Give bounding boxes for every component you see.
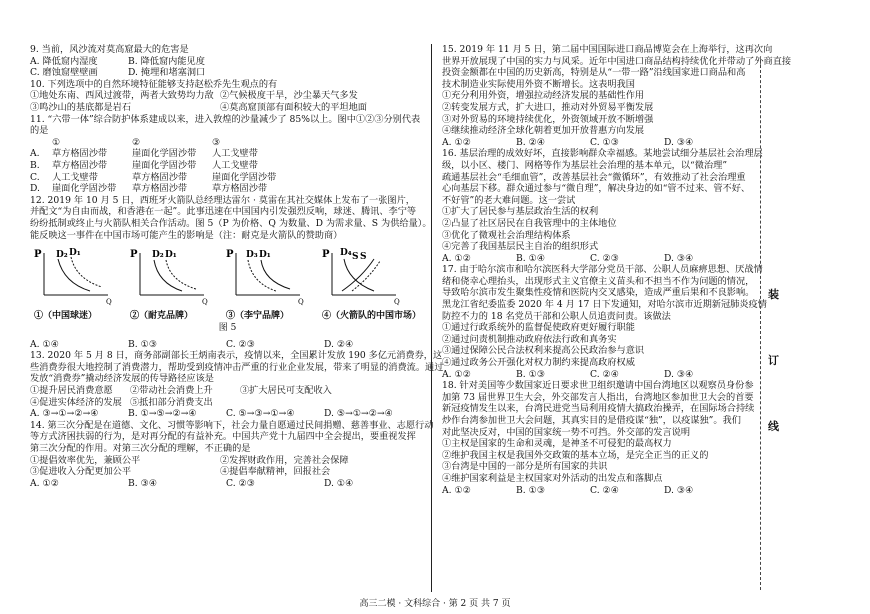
q14-options bbox=[30, 478, 425, 490]
q15-item-2: ②转变发展方式，扩大进口，推动对外贸易平衡发展 bbox=[442, 101, 654, 113]
q14-item-2: ②发挥财政作用，完善社会保障 bbox=[220, 454, 349, 466]
q17-stem-1: 17. 由于哈尔滨市和哈尔滨医科大学部分党员干部、公职人员麻痹思想、厌战情 bbox=[442, 264, 763, 276]
q11-cell: 草方格固沙带 bbox=[132, 171, 188, 183]
q15-stem-2: 世界开放展现了中国的实力与风采。近年中国进口商品结构持续优化并带动了外商直接 bbox=[442, 55, 792, 67]
figure-3 bbox=[226, 247, 316, 319]
q11-cell: B. bbox=[30, 159, 40, 171]
figure-4 bbox=[322, 247, 432, 319]
q11-row-a bbox=[30, 148, 425, 160]
q15-item-4: ④继续推动经济全球化朝着更加开放普惠方向发展 bbox=[442, 125, 645, 137]
q18-stem-2: 加第 73 届世界卫生大会，外交部发言人指出，台湾地区参加世卫大会的首要 bbox=[442, 391, 754, 403]
axis-p-label: P bbox=[322, 249, 330, 261]
q14-stem-1: 14. 第三次分配是在道德、文化、习惯等影响下，社会力量自愿通过民间捐赠、慈善事业、志愿行动 bbox=[30, 419, 434, 431]
figure-1 bbox=[34, 247, 124, 319]
q16-option-d: D. ③④ bbox=[664, 252, 694, 264]
q12-stem-1: 12. 2019 年 10 月 5 日，西班牙火箭队总经理达雷尔 · 莫雷在其社交媒体上发布了一张图片， bbox=[30, 194, 415, 206]
figure-2-caption: ②（耐克品牌） bbox=[130, 310, 194, 321]
q18-option-c: C. ②④ bbox=[590, 484, 620, 496]
q11-cell: A. bbox=[30, 148, 40, 160]
q10-item-1: ①地处东南、西风过渡带，两者大致势均力敌 bbox=[30, 90, 214, 102]
q11-header bbox=[30, 137, 425, 149]
q17-stem-4: 黑龙江省纪委监委 2020 年 4 月 17 日下发通知，对哈尔滨市近期新冠肺炎疫情 bbox=[442, 299, 767, 311]
q15-stem-1: 15. 2019 年 11 月 5 日，第二届中国国际进口商品博览会在上海举行，这再次向 bbox=[442, 44, 773, 55]
q15-option-c: C. ①③ bbox=[590, 136, 620, 148]
q11-header-blank bbox=[30, 137, 52, 149]
q11-cell: D. bbox=[30, 183, 40, 195]
q11-cell: 人工戈壁带 bbox=[52, 171, 98, 183]
q16-stem-5: 不好管”的老大难问题。这一尝试 bbox=[442, 194, 576, 206]
q16-stem-2: 级，以小区、楼门、网格等作为基层社会治理的基本单元，以“微治理” bbox=[442, 159, 728, 171]
q18-item-3: ③台湾是中国的一部分是所有国家的共识 bbox=[442, 461, 608, 473]
q17-item-2: ②通过问责机制推动政府依法行政和真务实 bbox=[442, 333, 617, 345]
q15-item-3: ③对外贸易的环境持续优化，外资领域开放不断增强 bbox=[442, 113, 654, 125]
svg-text:D₁: D₁ bbox=[165, 250, 177, 261]
q9-options bbox=[30, 56, 425, 68]
svg-text:D₂: D₂ bbox=[152, 250, 164, 261]
q14-option-c: C. ②③ bbox=[226, 477, 256, 489]
q9-options-2 bbox=[30, 67, 425, 79]
q17-item-3: ③通过保障公民合法权利来提高公民政治参与意识 bbox=[442, 345, 645, 357]
q12-stem-2: 并配文“为自由而战，和香港在一起”。此事迅速在中国国内引发强烈反响，球迷、腾讯、李宁等 bbox=[30, 206, 417, 218]
q18-item-2: ②维护我国主权是我国外交政策的基本立场，是完全正当的正义的 bbox=[442, 449, 709, 461]
q18-item-4: ④维护国家利益是主权国家对外活动的出发点和落脚点 bbox=[442, 472, 663, 484]
q11-cell: 草方格固沙带 bbox=[212, 183, 268, 195]
q16-option-b: B. ①④ bbox=[516, 252, 546, 264]
q15-option-b: B. ②④ bbox=[516, 136, 546, 148]
q9-option-d: D. 掩埋和堵塞洞口 bbox=[128, 67, 206, 79]
q10-items-1 bbox=[30, 90, 425, 102]
figure-4-graph bbox=[322, 247, 412, 305]
figure-3-graph bbox=[226, 247, 316, 305]
q17-option-d: D. ③④ bbox=[664, 368, 694, 380]
q18-stem-4: 炒作台湾参加世卫大会问题，其真实目的是借疫谋“独”，以疫谋独”。我们 bbox=[442, 415, 741, 426]
q16-stem-1: 16. 基层治理的成效好坏，直接影响群众幸福感。某地尝试细分基层社会治理层 bbox=[442, 148, 763, 160]
figure-3-caption: ③（李宁品牌） bbox=[226, 310, 290, 321]
q16-item-3: ③优化了微观社会治理结构体系 bbox=[442, 229, 571, 241]
q16-options bbox=[442, 253, 752, 265]
q14-option-b: B. ③④ bbox=[128, 477, 158, 489]
q11-cell: 崖面化学固沙带 bbox=[132, 148, 197, 160]
q11-cell: 崖面化学固沙带 bbox=[132, 159, 197, 171]
q16-stem-3: 疏通基层社会“毛细血管”，改善基层社会“微循环”，有效推动了社会治理重 bbox=[442, 171, 746, 183]
binding-label-ding: 订 bbox=[768, 354, 779, 367]
q15-option-a: A. ①② bbox=[442, 136, 471, 148]
figure-4-caption: ④（火箭队的中国市场） bbox=[322, 310, 422, 321]
q11-cell: 人工戈壁带 bbox=[212, 148, 258, 160]
q18-options bbox=[442, 485, 752, 497]
q14-option-a: A. ①② bbox=[30, 477, 59, 489]
q10-item-3: ③鸣沙山的基底都是岩石 bbox=[30, 101, 132, 113]
q15-item-1: ①充分利用外资，增强拉动经济发展的基础性作用 bbox=[442, 90, 645, 102]
q14-stem-2: 等方式济困扶弱的行为，是对再分配的有益补充。中国共产党十九届四中全会提出，要重视发挥 bbox=[30, 431, 416, 443]
axis-p-label: P bbox=[34, 249, 42, 261]
q16-item-4: ④完善了我国基层民主自治的组织形式 bbox=[442, 241, 599, 253]
q17-stem-5: 防控不力的 18 名党员干部和公职人员追责问责。该做法 bbox=[442, 310, 671, 322]
svg-text:D₄: D₄ bbox=[340, 248, 352, 259]
q11-cell: 草方格固沙带 bbox=[52, 159, 108, 171]
q10-item-4: ④莫高窟顶部有面积较大的平坦地面 bbox=[220, 101, 367, 113]
q13-item-5: ⑤抵扣部分消费支出 bbox=[130, 396, 213, 408]
q17-option-b: B. ①③ bbox=[516, 368, 546, 380]
figure-1-caption: ①（中国球迷） bbox=[34, 310, 98, 321]
axis-p-label: P bbox=[130, 249, 138, 261]
q14-items-2 bbox=[30, 466, 425, 478]
q18-stem-5: 对此坚决反对，中国的国家统一势不可挡。外交部的发言说明 bbox=[442, 426, 691, 438]
q11-row-c bbox=[30, 172, 425, 184]
figure-2-graph bbox=[130, 247, 220, 305]
svg-text:D₁: D₁ bbox=[259, 250, 271, 261]
column-divider bbox=[431, 44, 432, 592]
q11-row-d bbox=[30, 183, 425, 195]
q11-cell: 草方格固沙带 bbox=[132, 183, 188, 195]
figure-2 bbox=[130, 247, 220, 319]
axis-q-label: Q bbox=[298, 298, 304, 307]
q11-cell: 崖面化学固沙带 bbox=[52, 183, 117, 195]
q12-option-a: A. ①④ bbox=[30, 338, 59, 350]
q17-option-a: A. ①② bbox=[442, 368, 471, 380]
axis-q-label: Q bbox=[202, 298, 208, 307]
q17-stem-2: 绪和侥幸心理抬头，出现形式主义官僚主义苗头和不担当不作为问题的情况， bbox=[442, 275, 755, 287]
svg-text:S: S bbox=[352, 252, 359, 263]
q18-option-b: B. ①③ bbox=[516, 484, 546, 496]
q17-options bbox=[442, 369, 752, 381]
axis-q-label: Q bbox=[394, 298, 400, 307]
left-column bbox=[30, 0, 444, 489]
page-footer: 高三二模 · 文科综合 · 第 2 页 共 7 页 bbox=[359, 599, 511, 609]
q13-item-3: ③扩大居民可支配收入 bbox=[240, 385, 332, 397]
q13-options bbox=[30, 408, 425, 420]
q9-stem: 9. 当前，风沙流对莫高窟最大的危害是 bbox=[30, 44, 189, 55]
q13-option-b: B. ①→⑤→②→④ bbox=[128, 408, 197, 420]
q13-stem-1: 13. 2020 年 5 月 8 日，商务部副部长王炳南表示，疫情以来，全国累计发放 190 多亿元消费券，这 bbox=[30, 350, 443, 362]
q16-stem-4: 心向基层下移。群众通过参与“微自理”，解决身边的如“管不过来、管不好、 bbox=[442, 183, 751, 195]
q13-option-d: D. ⑤→①→②→④ bbox=[324, 408, 393, 420]
q18-option-a: A. ①② bbox=[442, 484, 471, 496]
binding-dashed-line bbox=[760, 60, 761, 590]
q14-option-d: D. ①④ bbox=[324, 477, 354, 489]
q12-option-d: D. ②④ bbox=[324, 338, 354, 350]
q12-stem-4: 能反映这一事件在中国市场可能产生的影响是（注：耐克是火箭队的赞助商） bbox=[30, 229, 343, 241]
q14-item-4: ④提倡奉献精神，回报社会 bbox=[220, 466, 331, 478]
q13-option-a: A. ③→①→②→④ bbox=[30, 408, 99, 420]
q16-option-c: C. ②③ bbox=[590, 252, 620, 264]
q13-stem-3: 发放“消费券”撬动经济发展的传导路径应该是 bbox=[30, 373, 214, 385]
q14-item-1: ①提倡效率优先，兼顾公平 bbox=[30, 454, 141, 466]
q11-cell: 人工戈壁带 bbox=[212, 159, 258, 171]
q9-option-b: B. 降低窟内能见度 bbox=[128, 55, 205, 67]
axis-q-label: Q bbox=[106, 298, 112, 307]
q16-option-a: A. ①② bbox=[442, 252, 471, 264]
q9-option-c: C. 磨蚀窟壁壁画 bbox=[30, 67, 98, 79]
q12-stem-3: 纷纷抵制或终止与火箭队相关合作活动。图 5（P 为价格、Q 为数量、D 为需求量、S 为供给量）。 bbox=[30, 217, 432, 229]
q18-option-d: D. ③④ bbox=[664, 484, 694, 496]
q12-option-b: B. ①③ bbox=[128, 338, 158, 350]
q14-item-3: ③促进收入分配更加公平 bbox=[30, 466, 132, 478]
svg-text:S: S bbox=[360, 252, 367, 263]
q12-options bbox=[30, 339, 425, 351]
svg-text:D₁: D₁ bbox=[69, 248, 81, 259]
svg-text:D₃: D₃ bbox=[246, 250, 258, 261]
q11-header-2: ② bbox=[132, 136, 141, 148]
svg-text:D₂: D₂ bbox=[56, 250, 68, 261]
q16-item-2: ②凸显了社区居民在自我管理中的主体地位 bbox=[442, 217, 617, 229]
q13-stem-2: 些消费券很大地控制了消费潜力，帮助受到疫情冲击严重的行业企业发展，带来了明显的消费流。通过 bbox=[30, 361, 444, 373]
q15-stem-3: 投资金额都在中国的历史新高，特别是从“一带一路”沿线国家进口商品和高 bbox=[442, 67, 746, 79]
q18-stem-3: 新冠疫情发生以来，台湾民进党当局利用疫情大搞政治操弄，在国际场合持续 bbox=[442, 403, 755, 415]
q18-stem-1: 18. 针对美国等少数国家近日要求世卫组织邀请中国台湾地区以观察员身份参 bbox=[442, 380, 754, 392]
q9-option-a: A. 降低窟内湿度 bbox=[30, 55, 98, 67]
q13-items-1 bbox=[30, 385, 425, 397]
q11-cell: 崖面化学固沙带 bbox=[212, 171, 277, 183]
binding-label-zhuang: 装 bbox=[768, 288, 779, 301]
supply-demand-figures bbox=[30, 247, 425, 321]
q11-cell: C. bbox=[30, 171, 40, 183]
q11-header-1: ① bbox=[52, 136, 61, 148]
right-column bbox=[442, 0, 792, 496]
q10-stem: 10. 下列选项中的自然环境特征能够支持赵松乔先生观点的有 bbox=[30, 78, 278, 90]
q11-stem-2: 的是 bbox=[30, 125, 49, 137]
q11-cell: 草方格固沙带 bbox=[52, 148, 108, 160]
q17-option-c: C. ②④ bbox=[590, 368, 620, 380]
q14-stem-3: 第三次分配的作用。对第三次分配的理解，不正确的是 bbox=[30, 443, 251, 455]
q17-stem-3: 导致哈尔滨市发生聚集性疫情和医院内交叉感染，造成严重后果和不良影响。 bbox=[442, 287, 755, 299]
q11-row-b bbox=[30, 160, 425, 172]
q13-items-2 bbox=[30, 397, 425, 409]
q11-stem-1: 11. “六带一体”综合防护体系建成以来，进入敦煌的沙量减少了 85%以上。图中①②③分别代表 bbox=[30, 113, 421, 125]
q15-options bbox=[442, 137, 752, 149]
q17-item-1: ①通过行政系统外的监督促使政府更好履行职能 bbox=[442, 322, 635, 334]
q14-items-1 bbox=[30, 455, 425, 467]
figure-1-graph bbox=[34, 247, 124, 305]
q15-stem-4: 技术制造业实际使用外资不断增长。这表明我国 bbox=[442, 78, 635, 90]
q12-option-c: C. ②③ bbox=[226, 338, 256, 350]
q15-option-d: D. ③④ bbox=[664, 136, 694, 148]
q10-item-2: ②气候极度干旱，沙尘暴天气多发 bbox=[220, 90, 358, 102]
q13-item-1: ①提升居民消费意愿 bbox=[30, 385, 113, 397]
q11-header-3: ③ bbox=[212, 136, 221, 148]
q13-item-4: ④促进实体经济的发展 bbox=[30, 396, 122, 408]
q10-items-2 bbox=[30, 102, 425, 114]
q13-item-2: ②带动社会消费上升 bbox=[130, 385, 213, 397]
q16-item-1: ①扩大了居民参与基层政治生活的权利 bbox=[442, 206, 599, 218]
figure-5-label: 图 5 bbox=[218, 323, 237, 334]
axis-p-label: P bbox=[226, 249, 234, 261]
q18-item-1: ①主权是国家的生命和灵魂，是神圣不可侵犯的最高权力 bbox=[442, 438, 672, 450]
binding-label-xian: 线 bbox=[768, 420, 779, 433]
q17-item-4: ④通过政务公开强化对权力制约来提高政府权威 bbox=[442, 357, 635, 369]
q13-option-c: C. ⑤→③→①→④ bbox=[226, 408, 295, 420]
